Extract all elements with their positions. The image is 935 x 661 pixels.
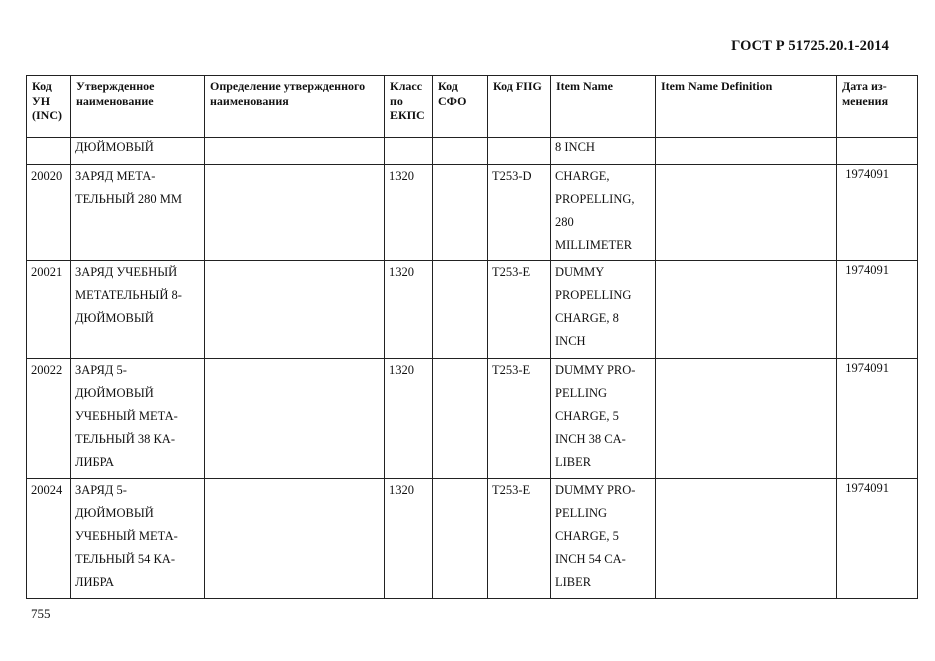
table-row [27, 165, 918, 261]
cell-fiig: T253-D [488, 165, 551, 261]
column-header-approved-name: Утвержденное наименование [71, 76, 205, 138]
cell-fiig [488, 138, 551, 165]
cell-sfo [433, 479, 488, 599]
cell-inc: 20021 [27, 261, 71, 359]
column-header-item-definition: Item Name Definition [656, 76, 837, 138]
cell-item-definition [656, 359, 837, 479]
cell-definition [205, 165, 385, 261]
cell-class [385, 138, 433, 165]
cell-definition [205, 261, 385, 359]
column-header-item-name: Item Name [551, 76, 656, 138]
cell-item-name: DUMMY PRO- PELLING CHARGE, 5 INCH 38 CA- LIBER [551, 359, 656, 479]
item-name-registry-table [26, 75, 918, 599]
cell-definition [205, 479, 385, 599]
cell-date: 1974091 [837, 165, 918, 261]
cell-sfo [433, 261, 488, 359]
cell-item-name: CHARGE, PROPELLING, 280 MILLIMETER [551, 165, 656, 261]
cell-fiig: T253-E [488, 261, 551, 359]
cell-item-definition [656, 261, 837, 359]
column-header-sfo: Код СФО [433, 76, 488, 138]
column-header-date: Дата из-менения [837, 76, 918, 138]
cell-class: 1320 [385, 479, 433, 599]
cell-approved-name: ДЮЙМОВЫЙ [71, 138, 205, 165]
cell-approved-name: ЗАРЯД УЧЕБНЫЙ МЕТАТЕЛЬНЫЙ 8- ДЮЙМОВЫЙ [71, 261, 205, 359]
cell-date [837, 138, 918, 165]
cell-date: 1974091 [837, 479, 918, 599]
table-row [27, 261, 918, 359]
cell-item-definition [656, 138, 837, 165]
table-row [27, 359, 918, 479]
column-header-inc: Код УН (INC) [27, 76, 71, 138]
page-number: 755 [31, 606, 51, 621]
cell-fiig: T253-E [488, 359, 551, 479]
cell-inc: 20022 [27, 359, 71, 479]
cell-sfo [433, 359, 488, 479]
cell-inc: 20024 [27, 479, 71, 599]
table-header-row [27, 76, 918, 138]
cell-sfo [433, 138, 488, 165]
cell-approved-name: ЗАРЯД 5- ДЮЙМОВЫЙ УЧЕБНЫЙ МЕТА- ТЕЛЬНЫЙ 38 КА- ЛИБРА [71, 359, 205, 479]
column-header-fiig: Код FIIG [488, 76, 551, 138]
cell-item-definition [656, 479, 837, 599]
cell-fiig: T253-E [488, 479, 551, 599]
cell-item-name: DUMMY PROPELLING CHARGE, 8 INCH [551, 261, 656, 359]
cell-definition [205, 359, 385, 479]
document-standard-header: ГОСТ Р 51725.20.1-2014 [731, 38, 889, 54]
cell-inc [27, 138, 71, 165]
column-header-class: Класс по ЕКПС [385, 76, 433, 138]
cell-date: 1974091 [837, 261, 918, 359]
cell-approved-name: ЗАРЯД 5- ДЮЙМОВЫЙ УЧЕБНЫЙ МЕТА- ТЕЛЬНЫЙ 54 КА- ЛИБРА [71, 479, 205, 599]
cell-date: 1974091 [837, 359, 918, 479]
table-row-continuation [27, 138, 918, 165]
table-row [27, 479, 918, 599]
cell-definition [205, 138, 385, 165]
column-header-definition: Определение утвержденного наименования [205, 76, 385, 138]
cell-sfo [433, 165, 488, 261]
cell-item-definition [656, 165, 837, 261]
cell-item-name: 8 INCH [551, 138, 656, 165]
cell-class: 1320 [385, 359, 433, 479]
cell-approved-name: ЗАРЯД МЕТА- ТЕЛЬНЫЙ 280 ММ [71, 165, 205, 261]
cell-item-name: DUMMY PRO- PELLING CHARGE, 5 INCH 54 CA- LIBER [551, 479, 656, 599]
cell-inc: 20020 [27, 165, 71, 261]
cell-class: 1320 [385, 165, 433, 261]
cell-class: 1320 [385, 261, 433, 359]
